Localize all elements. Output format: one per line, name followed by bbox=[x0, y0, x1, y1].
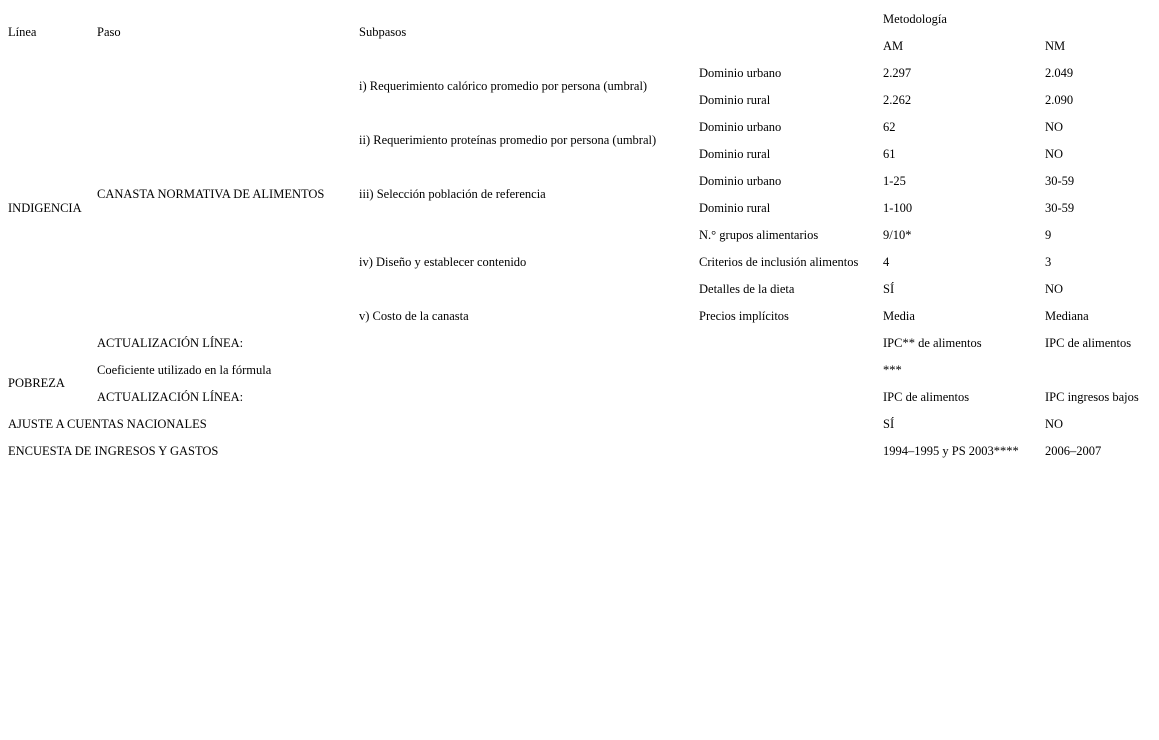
nm-cell: IPC de alimentos bbox=[1045, 335, 1132, 350]
subpaso-proteinas: ii) Requerimiento proteínas promedio por persona (umbral) bbox=[359, 133, 657, 147]
table-row bbox=[5, 59, 1156, 86]
detalle-cell: Dominio rural bbox=[699, 92, 771, 107]
methodology-table bbox=[5, 5, 1156, 464]
actualizacion-pobreza: ACTUALIZACIÓN LÍNEA: bbox=[97, 389, 244, 404]
subpaso-costo: v) Costo de la canasta bbox=[359, 308, 469, 323]
detalle-cell: Detalles de la dieta bbox=[699, 281, 795, 296]
subpaso-calorico: i) Requerimiento calórico promedio por persona (umbral) bbox=[359, 79, 648, 93]
nm-cell: 9 bbox=[1045, 227, 1052, 242]
actualizacion-indigencia: ACTUALIZACIÓN LÍNEA: bbox=[97, 335, 244, 350]
nm-cell: IPC ingresos bajos bbox=[1045, 389, 1139, 404]
table-row bbox=[5, 437, 1156, 464]
header-metodologia: Metodología bbox=[883, 11, 947, 26]
header-linea: Línea bbox=[8, 25, 37, 39]
nm-cell: 3 bbox=[1045, 254, 1052, 269]
table-row bbox=[5, 410, 1156, 437]
paso-canasta: CANASTA NORMATIVA DE ALIMENTOS bbox=[97, 187, 325, 201]
am-cell: IPC** de alimentos bbox=[883, 335, 982, 350]
header-paso: Paso bbox=[97, 25, 121, 39]
nm-cell: NO bbox=[1045, 416, 1064, 431]
nm-cell: 2006–2007 bbox=[1045, 443, 1102, 458]
am-cell: SÍ bbox=[883, 281, 895, 296]
detalle-cell: Criterios de inclusión alimentos bbox=[699, 254, 859, 269]
table-row bbox=[5, 383, 1156, 410]
am-cell: SÍ bbox=[883, 416, 895, 431]
detalle-cell: Dominio urbano bbox=[699, 65, 782, 80]
nm-cell bbox=[1042, 356, 1156, 383]
am-cell: Media bbox=[883, 308, 915, 323]
detalle-cell: Dominio urbano bbox=[699, 173, 782, 188]
header-detalle bbox=[696, 5, 880, 59]
detalle-cell: Dominio rural bbox=[699, 146, 771, 161]
linea-pobreza: POBREZA bbox=[8, 376, 65, 390]
am-cell: 2.262 bbox=[883, 92, 912, 107]
subpaso-diseno: iv) Diseño y establecer contenido bbox=[359, 254, 527, 269]
header-nm: NM bbox=[1045, 38, 1066, 53]
nm-cell: NO bbox=[1045, 146, 1064, 161]
coeficiente-label: Coeficiente utilizado en la fórmula bbox=[97, 362, 272, 377]
nm-cell: 2.049 bbox=[1045, 65, 1074, 80]
am-cell: 4 bbox=[883, 254, 890, 269]
nm-cell: 2.090 bbox=[1045, 92, 1074, 107]
am-cell: 2.297 bbox=[883, 65, 912, 80]
am-cell: 1-25 bbox=[883, 173, 906, 188]
am-cell: 1994–1995 y PS 2003**** bbox=[883, 443, 1019, 458]
encuesta-label: ENCUESTA DE INGRESOS Y GASTOS bbox=[8, 443, 219, 458]
nm-cell: Mediana bbox=[1045, 308, 1089, 323]
detalle-cell: N.° grupos alimentarios bbox=[699, 227, 819, 242]
am-cell: *** bbox=[883, 362, 902, 377]
nm-cell: NO bbox=[1045, 119, 1064, 134]
am-cell: IPC de alimentos bbox=[883, 389, 970, 404]
detalle-cell: Precios implícitos bbox=[699, 308, 789, 323]
header-subpasos: Subpasos bbox=[359, 25, 407, 39]
am-cell: 62 bbox=[883, 119, 896, 134]
table-row bbox=[5, 356, 1156, 383]
detalle-cell: Dominio rural bbox=[699, 200, 771, 215]
header-am: AM bbox=[883, 38, 904, 53]
am-cell: 9/10* bbox=[883, 227, 912, 242]
nm-cell: NO bbox=[1045, 281, 1064, 296]
am-cell: 1-100 bbox=[883, 200, 913, 215]
table-row bbox=[5, 329, 1156, 356]
linea-indigencia: INDIGENCIA bbox=[8, 200, 82, 215]
am-cell: 61 bbox=[883, 146, 896, 161]
detalle-cell: Dominio urbano bbox=[699, 119, 782, 134]
subpaso-poblacion: iii) Selección población de referencia bbox=[359, 187, 546, 201]
table-header-row bbox=[5, 5, 1156, 32]
nm-cell: 30-59 bbox=[1045, 200, 1075, 215]
nm-cell: 30-59 bbox=[1045, 173, 1075, 188]
ajuste-label: AJUSTE A CUENTAS NACIONALES bbox=[8, 416, 207, 431]
